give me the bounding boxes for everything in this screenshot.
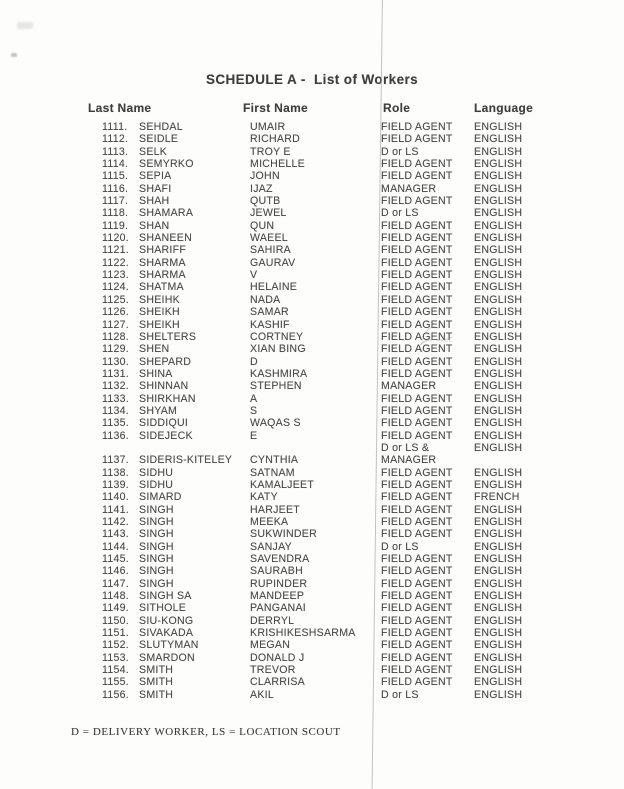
column-header-language: Language bbox=[474, 101, 534, 115]
table-row bbox=[0, 133, 624, 145]
role-cell: FIELD AGENT bbox=[381, 466, 453, 479]
language-cell: ENGLISH bbox=[474, 516, 523, 528]
language-cell: ENGLISH bbox=[474, 256, 523, 269]
language-cell: ENGLISH bbox=[474, 577, 523, 590]
role-cell: FIELD AGENT bbox=[381, 553, 453, 566]
last-name-cell: SHEIKH bbox=[139, 306, 180, 319]
table-row bbox=[0, 491, 624, 503]
row-number-cell: 1148. bbox=[102, 590, 129, 603]
table-row bbox=[0, 664, 624, 676]
language-cell: ENGLISH bbox=[474, 306, 523, 319]
row-number-cell: 1117. bbox=[102, 195, 129, 208]
role-cell: FIELD AGENT bbox=[381, 676, 453, 689]
language-cell: ENGLISH bbox=[474, 133, 523, 146]
first-name-cell: D bbox=[250, 355, 258, 368]
role-cell: FIELD AGENT bbox=[381, 577, 453, 590]
first-name-cell: HELAINE bbox=[250, 281, 298, 294]
language-cell: ENGLISH bbox=[474, 417, 523, 430]
first-name-cell: PANGANAI bbox=[250, 602, 306, 615]
last-name-cell: SMITH bbox=[139, 688, 174, 701]
first-name-cell: QUN bbox=[250, 219, 275, 232]
row-number-cell: 1149. bbox=[102, 602, 129, 615]
language-cell: ENGLISH bbox=[474, 293, 523, 306]
first-name-cell: KASHMIRA bbox=[250, 367, 308, 380]
row-number-cell: 1124. bbox=[102, 281, 129, 294]
table-row bbox=[0, 615, 624, 627]
table-row bbox=[0, 368, 624, 380]
first-name-cell: SATNAM bbox=[250, 466, 295, 479]
table-row bbox=[0, 195, 624, 207]
last-name-cell: SLUTYMAN bbox=[139, 639, 199, 652]
first-name-cell: IJAZ bbox=[250, 182, 273, 195]
row-number-cell: 1123. bbox=[102, 269, 129, 282]
last-name-cell: SHINA bbox=[139, 367, 173, 380]
language-cell: ENGLISH bbox=[474, 565, 523, 578]
role-cell: FIELD AGENT bbox=[381, 330, 453, 343]
last-name-cell: SIDERIS-KITELEY bbox=[139, 454, 233, 467]
first-name-cell: XIAN BING bbox=[250, 343, 306, 356]
row-number-cell: 1147. bbox=[102, 577, 129, 590]
table-row bbox=[0, 578, 624, 590]
last-name-cell: SHAFI bbox=[139, 182, 172, 195]
table-row bbox=[0, 146, 624, 158]
role-cell: FIELD AGENT bbox=[381, 651, 453, 664]
row-number-cell: 1128. bbox=[102, 330, 129, 343]
role-cell: FIELD AGENT bbox=[381, 318, 453, 331]
role-cell: FIELD AGENT bbox=[381, 355, 453, 368]
first-name-cell: NADA bbox=[250, 293, 281, 306]
first-name-cell: AKIL bbox=[250, 688, 274, 701]
role-cell: FIELD AGENT bbox=[381, 590, 453, 603]
row-number-cell: 1135. bbox=[102, 417, 129, 430]
table-row bbox=[0, 306, 624, 318]
language-cell: ENGLISH bbox=[474, 318, 523, 331]
language-cell: ENGLISH bbox=[474, 232, 523, 245]
last-name-cell: SHAMARA bbox=[139, 207, 194, 220]
table-row bbox=[0, 467, 624, 479]
row-number-cell: 1136. bbox=[102, 429, 129, 442]
role-cell: FIELD AGENT bbox=[381, 404, 453, 417]
role-cell: FIELD AGENT bbox=[381, 478, 453, 491]
first-name-cell: SAURABH bbox=[250, 565, 303, 578]
row-number-cell: 1154. bbox=[102, 664, 129, 677]
row-number-cell: 1153. bbox=[102, 651, 129, 664]
language-cell: ENGLISH bbox=[474, 553, 523, 566]
table-row bbox=[0, 689, 624, 701]
scan-smudge-artifact bbox=[17, 22, 33, 29]
first-name-cell: CYNTHIA bbox=[250, 454, 299, 467]
row-number-cell: 1114. bbox=[102, 158, 129, 171]
language-cell: ENGLISH bbox=[474, 503, 523, 516]
table-row bbox=[0, 541, 624, 553]
row-number-cell: 1141. bbox=[102, 503, 129, 516]
role-cell: FIELD AGENT bbox=[381, 664, 453, 677]
row-number-cell: 1146. bbox=[102, 565, 129, 578]
first-name-cell: QUTB bbox=[250, 195, 281, 208]
role-cell: FIELD AGENT bbox=[381, 293, 453, 306]
table-row bbox=[0, 639, 624, 651]
role-cell: FIELD AGENT bbox=[381, 602, 453, 615]
table-row bbox=[0, 504, 624, 516]
row-number-cell: 1113. bbox=[102, 145, 129, 158]
language-cell: ENGLISH bbox=[474, 590, 523, 603]
role-cell: FIELD AGENT bbox=[381, 306, 453, 319]
language-cell: ENGLISH bbox=[474, 602, 523, 615]
last-name-cell: SHATMA bbox=[139, 281, 184, 294]
role-cell: FIELD AGENT bbox=[381, 121, 453, 133]
last-name-cell: SHAN bbox=[139, 219, 170, 232]
row-number-cell: 1139. bbox=[102, 478, 129, 491]
language-cell: ENGLISH bbox=[474, 528, 523, 541]
last-name-cell: SINGH bbox=[139, 553, 174, 566]
last-name-cell: SMITH bbox=[139, 664, 174, 677]
table-row bbox=[0, 380, 624, 392]
language-cell: ENGLISH bbox=[474, 145, 523, 158]
role-cell: FIELD AGENT bbox=[381, 256, 453, 269]
language-cell: ENGLISH bbox=[474, 639, 523, 652]
row-number-cell: 1138. bbox=[102, 466, 129, 479]
role-cell: FIELD AGENT bbox=[381, 528, 453, 541]
table-row bbox=[0, 627, 624, 639]
first-name-cell: SUKWINDER bbox=[250, 528, 317, 541]
role-cell: MANAGER bbox=[381, 182, 437, 195]
language-cell: ENGLISH bbox=[474, 367, 523, 380]
row-number-cell: 1115. bbox=[102, 170, 129, 183]
first-name-cell: RUPINDER bbox=[250, 577, 308, 590]
role-cell: FIELD AGENT bbox=[381, 503, 453, 516]
row-number-cell: 1150. bbox=[102, 614, 129, 627]
last-name-cell: SMARDON bbox=[139, 651, 195, 664]
row-number-cell: 1142. bbox=[102, 516, 129, 528]
last-name-cell: SIDDIQUI bbox=[139, 417, 189, 430]
language-cell: ENGLISH bbox=[474, 244, 523, 257]
table-row bbox=[0, 479, 624, 491]
last-name-cell: SHEIKH bbox=[139, 318, 180, 331]
row-number-cell: 1126. bbox=[102, 306, 129, 319]
last-name-cell: SHEN bbox=[139, 343, 170, 356]
row-number-cell: 1134. bbox=[102, 404, 129, 417]
role-cell: D or LS & bbox=[381, 441, 430, 454]
first-name-cell: UMAIR bbox=[250, 121, 286, 133]
table-row bbox=[0, 393, 624, 405]
role-cell: FIELD AGENT bbox=[381, 392, 453, 405]
role-cell: FIELD AGENT bbox=[381, 491, 453, 504]
language-cell: ENGLISH bbox=[474, 441, 523, 454]
page-title: SCHEDULE A - List of Workers bbox=[205, 72, 419, 87]
last-name-cell: SIDHU bbox=[139, 466, 174, 479]
table-row bbox=[0, 232, 624, 244]
role-cell: D or LS bbox=[381, 688, 419, 701]
table-row bbox=[0, 454, 624, 466]
first-name-cell: SAMAR bbox=[250, 306, 289, 319]
table-row bbox=[0, 676, 624, 688]
last-name-cell: SINGH SA bbox=[139, 590, 192, 603]
first-name-cell: DERRYL bbox=[250, 614, 295, 627]
row-number-cell: 1111. bbox=[102, 121, 128, 133]
role-cell: D or LS bbox=[381, 145, 419, 158]
language-cell: ENGLISH bbox=[474, 392, 523, 405]
row-number-cell: 1144. bbox=[102, 540, 129, 553]
role-cell: FIELD AGENT bbox=[381, 429, 453, 442]
role-cell: FIELD AGENT bbox=[381, 195, 453, 208]
language-cell: ENGLISH bbox=[474, 219, 523, 232]
first-name-cell: S bbox=[250, 404, 258, 417]
row-number-cell: 1120. bbox=[102, 232, 129, 245]
table-row bbox=[0, 121, 624, 133]
role-cell: FIELD AGENT bbox=[381, 170, 453, 183]
row-number-cell: 1131. bbox=[102, 367, 129, 380]
last-name-cell: SHIRKHAN bbox=[139, 392, 196, 405]
first-name-cell: DONALD J bbox=[250, 651, 305, 664]
table-row bbox=[0, 343, 624, 355]
row-number-cell: 1127. bbox=[102, 318, 129, 331]
last-name-cell: SIDEJECK bbox=[139, 429, 193, 442]
table-row bbox=[0, 244, 624, 256]
language-cell: ENGLISH bbox=[474, 343, 523, 356]
table-header-row bbox=[0, 101, 624, 116]
table-row bbox=[0, 652, 624, 664]
row-number-cell: 1122. bbox=[102, 256, 129, 269]
last-name-cell: SITHOLE bbox=[139, 602, 187, 615]
row-number-cell: 1121. bbox=[102, 244, 129, 257]
role-cell: FIELD AGENT bbox=[381, 614, 453, 627]
column-header-last-name: Last Name bbox=[88, 101, 152, 115]
table-row bbox=[0, 516, 624, 528]
table-row bbox=[0, 442, 624, 454]
row-number-cell: 1116. bbox=[102, 182, 129, 195]
role-cell: FIELD AGENT bbox=[381, 516, 453, 528]
first-name-cell: MICHELLE bbox=[250, 158, 305, 171]
role-cell: FIELD AGENT bbox=[381, 269, 453, 282]
scan-smudge-artifact bbox=[11, 53, 17, 57]
role-cell: MANAGER bbox=[381, 380, 437, 393]
first-name-cell: JOHN bbox=[250, 170, 280, 183]
first-name-cell: KAMALJEET bbox=[250, 478, 315, 491]
first-name-cell: CORTNEY bbox=[250, 330, 304, 343]
table-row bbox=[0, 528, 624, 540]
language-cell: ENGLISH bbox=[474, 330, 523, 343]
last-name-cell: SINGH bbox=[139, 540, 174, 553]
role-cell: FIELD AGENT bbox=[381, 367, 453, 380]
pencil-smudge-artifact bbox=[412, 318, 476, 354]
last-name-cell: SINGH bbox=[139, 528, 174, 541]
row-number-cell: 1130. bbox=[102, 355, 129, 368]
table-row bbox=[0, 319, 624, 331]
row-number-cell: 1145. bbox=[102, 553, 129, 566]
row-number-cell: 1143. bbox=[102, 528, 129, 541]
table-row bbox=[0, 590, 624, 602]
first-name-cell: CLARRISA bbox=[250, 676, 305, 689]
table-row bbox=[0, 257, 624, 269]
column-header-role: Role bbox=[383, 101, 411, 115]
row-number-cell: 1156. bbox=[102, 688, 129, 701]
row-number-cell: 1137. bbox=[102, 454, 129, 467]
row-number-cell: 1112. bbox=[102, 133, 129, 146]
first-name-cell: SAHIRA bbox=[250, 244, 291, 257]
last-name-cell: SIDHU bbox=[139, 478, 174, 491]
table-row bbox=[0, 405, 624, 417]
table-row bbox=[0, 331, 624, 343]
role-cell: D or LS bbox=[381, 540, 419, 553]
language-cell: ENGLISH bbox=[474, 688, 523, 701]
role-cell: D or LS bbox=[381, 207, 419, 220]
table-row bbox=[0, 158, 624, 170]
table-row bbox=[0, 356, 624, 368]
first-name-cell: KRISHIKESHSARMA bbox=[250, 627, 356, 640]
language-cell: ENGLISH bbox=[474, 614, 523, 627]
language-cell: ENGLISH bbox=[474, 170, 523, 183]
language-cell: ENGLISH bbox=[474, 207, 523, 220]
role-cell: FIELD AGENT bbox=[381, 219, 453, 232]
row-number-cell: 1129. bbox=[102, 343, 129, 356]
first-name-cell: WAQAS S bbox=[250, 417, 301, 430]
language-cell: ENGLISH bbox=[474, 380, 523, 393]
row-number-cell: 1155. bbox=[102, 676, 129, 689]
row-number-cell: 1133. bbox=[102, 392, 129, 405]
last-name-cell: SHELTERS bbox=[139, 330, 197, 343]
language-cell: ENGLISH bbox=[474, 664, 523, 677]
row-number-cell: 1140. bbox=[102, 491, 129, 504]
role-cell: FIELD AGENT bbox=[381, 133, 453, 146]
role-cell: FIELD AGENT bbox=[381, 639, 453, 652]
column-header-first-name: First Name bbox=[243, 101, 309, 115]
last-name-cell: SINGH bbox=[139, 516, 174, 528]
language-cell: ENGLISH bbox=[474, 676, 523, 689]
last-name-cell: SELK bbox=[139, 145, 168, 158]
table-row bbox=[0, 281, 624, 293]
first-name-cell: SANJAY bbox=[250, 540, 292, 553]
last-name-cell: SHANEEN bbox=[139, 232, 192, 245]
first-name-cell: KASHIF bbox=[250, 318, 290, 331]
last-name-cell: SIMARD bbox=[139, 491, 182, 504]
last-name-cell: SHAH bbox=[139, 195, 170, 208]
language-cell: ENGLISH bbox=[474, 404, 523, 417]
first-name-cell: E bbox=[250, 429, 258, 442]
last-name-cell: SEIDLE bbox=[139, 133, 179, 146]
language-cell: ENGLISH bbox=[474, 651, 523, 664]
row-number-cell: 1118. bbox=[102, 207, 129, 220]
first-name-cell: TROY E bbox=[250, 145, 291, 158]
last-name-cell: SINGH bbox=[139, 565, 174, 578]
first-name-cell: GAURAV bbox=[250, 256, 296, 269]
table-row bbox=[0, 183, 624, 195]
last-name-cell: SHEPARD bbox=[139, 355, 192, 368]
language-cell: ENGLISH bbox=[474, 195, 523, 208]
row-number-cell: 1132. bbox=[102, 380, 129, 393]
role-cell: FIELD AGENT bbox=[381, 232, 453, 245]
language-cell: ENGLISH bbox=[474, 182, 523, 195]
role-cell: FIELD AGENT bbox=[381, 417, 453, 430]
language-cell: ENGLISH bbox=[474, 121, 523, 133]
role-cell: FIELD AGENT bbox=[381, 244, 453, 257]
language-cell: ENGLISH bbox=[474, 627, 523, 640]
language-cell: ENGLISH bbox=[474, 269, 523, 282]
last-name-cell: SHEIHK bbox=[139, 293, 180, 306]
first-name-cell: HARJEET bbox=[250, 503, 301, 516]
table-row bbox=[0, 269, 624, 281]
table-row bbox=[0, 430, 624, 442]
language-cell: ENGLISH bbox=[474, 429, 523, 442]
last-name-cell: SEHDAL bbox=[139, 121, 183, 133]
last-name-cell: SINGH bbox=[139, 503, 174, 516]
first-name-cell: KATY bbox=[250, 491, 278, 504]
first-name-cell: MANDEEP bbox=[250, 590, 305, 603]
first-name-cell: SAVENDRA bbox=[250, 553, 310, 566]
language-cell: ENGLISH bbox=[474, 355, 523, 368]
role-cell: MANAGER bbox=[381, 454, 437, 467]
table-row bbox=[0, 565, 624, 577]
last-name-cell: SHARMA bbox=[139, 256, 186, 269]
first-name-cell: TREVOR bbox=[250, 664, 296, 677]
last-name-cell: SHARIFF bbox=[139, 244, 187, 257]
legend-footnote: D = DELIVERY WORKER, LS = LOCATION SCOUT bbox=[71, 726, 341, 738]
table-row bbox=[0, 417, 624, 429]
language-cell: ENGLISH bbox=[474, 158, 523, 171]
language-cell: ENGLISH bbox=[474, 478, 523, 491]
first-name-cell: V bbox=[250, 269, 258, 282]
last-name-cell: SEPIA bbox=[139, 170, 172, 183]
role-cell: FIELD AGENT bbox=[381, 343, 453, 356]
first-name-cell: WAEEL bbox=[250, 232, 288, 245]
language-cell: FRENCH bbox=[474, 491, 520, 504]
last-name-cell: SEMYRKO bbox=[139, 158, 194, 171]
table-row bbox=[0, 170, 624, 182]
first-name-cell: RICHARD bbox=[250, 133, 301, 146]
role-cell: FIELD AGENT bbox=[381, 158, 453, 171]
role-cell: FIELD AGENT bbox=[381, 281, 453, 294]
language-cell: ENGLISH bbox=[474, 540, 523, 553]
table-row bbox=[0, 220, 624, 232]
last-name-cell: SHYAM bbox=[139, 404, 178, 417]
first-name-cell: MEGAN bbox=[250, 639, 291, 652]
row-number-cell: 1119. bbox=[102, 219, 129, 232]
role-cell: FIELD AGENT bbox=[381, 565, 453, 578]
row-number-cell: 1125. bbox=[102, 293, 129, 306]
last-name-cell: SIU-KONG bbox=[139, 614, 194, 627]
role-cell: FIELD AGENT bbox=[381, 627, 453, 640]
last-name-cell: SIVAKADA bbox=[139, 627, 194, 640]
first-name-cell: STEPHEN bbox=[250, 380, 302, 393]
first-name-cell: JEWEL bbox=[250, 207, 287, 220]
first-name-cell: A bbox=[250, 392, 258, 405]
last-name-cell: SHINNAN bbox=[139, 380, 189, 393]
language-cell: ENGLISH bbox=[474, 466, 523, 479]
row-number-cell: 1151. bbox=[102, 627, 129, 640]
table-row bbox=[0, 294, 624, 306]
row-number-cell: 1152. bbox=[102, 639, 129, 652]
worker-rows bbox=[0, 121, 624, 701]
last-name-cell: SHARMA bbox=[139, 269, 186, 282]
table-row bbox=[0, 207, 624, 219]
first-name-cell: MEEKA bbox=[250, 516, 289, 528]
table-row bbox=[0, 602, 624, 614]
last-name-cell: SMITH bbox=[139, 676, 174, 689]
last-name-cell: SINGH bbox=[139, 577, 174, 590]
table-row bbox=[0, 553, 624, 565]
language-cell: ENGLISH bbox=[474, 281, 523, 294]
